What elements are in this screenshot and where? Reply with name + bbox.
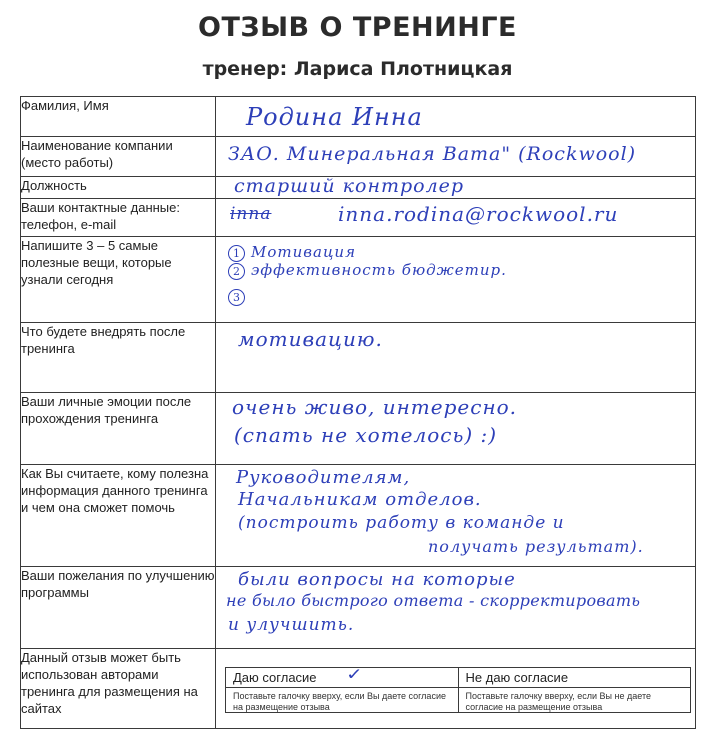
checkmark-icon: ✓ — [346, 664, 363, 684]
agree-note: Поставьте галочку вверху, если Вы даете согласие на размещение отзыва — [233, 691, 446, 712]
row-label: Что будете внедрять после тренинга — [21, 323, 216, 393]
name-answer[interactable] — [216, 97, 696, 137]
implement-answer[interactable] — [216, 323, 696, 393]
row-label: Данный отзыв может быть использован авторами тренинга для размещения на сайтах — [21, 649, 216, 729]
who-benefits-answer[interactable] — [216, 465, 696, 567]
emotions-answer[interactable] — [216, 393, 696, 465]
item-text: Мотивация — [251, 243, 357, 261]
disagree-label: Не даю согласие — [459, 670, 691, 688]
handwritten-company: ЗАО. Минеральная Вата" (Rockwool) — [228, 143, 637, 165]
row-label: Ваши пожелания по улучшению программы — [21, 567, 216, 649]
page-title: ОТЗЫВ О ТРЕНИНГЕ — [198, 12, 517, 43]
handwritten-item-2 — [228, 261, 507, 280]
contacts-answer[interactable] — [216, 199, 696, 237]
handwritten-suggestion-2: не было быстрого ответа - скорректировать — [226, 591, 641, 610]
handwritten-benefit-4: получать результат). — [428, 537, 644, 556]
handwritten-email: inna.rodina@rockwool.ru — [338, 202, 619, 226]
handwritten-emotions-1: очень живо, интересно. — [232, 395, 518, 419]
handwritten-benefit-2: Начальникам отделов. — [238, 489, 482, 510]
circled-number-1: 1 — [228, 245, 245, 262]
handwritten-name: Родина Инна — [246, 103, 423, 131]
handwritten-position: старший контролер — [234, 175, 465, 197]
circled-number-3: 3 — [228, 289, 245, 306]
form-row-contacts — [21, 199, 696, 237]
circled-number-2: 2 — [228, 263, 245, 280]
row-label: Ваши личные эмоции после прохождения тренинга — [21, 393, 216, 465]
handwritten-implement: мотивацию. — [238, 327, 383, 351]
form-row-implement — [21, 323, 696, 393]
item-text: эффективность бюджетир. — [251, 261, 507, 279]
struck-out-text: inna — [230, 204, 272, 224]
agree-label: Даю согласие — [226, 670, 458, 688]
handwritten-suggestion-1: были вопросы на которые — [238, 569, 516, 590]
agree-option[interactable] — [226, 664, 458, 712]
form-row-name — [21, 97, 696, 137]
consent-answer — [216, 649, 696, 729]
row-label: Напишите 3 – 5 самые полезные вещи, которые узнали сегодня — [21, 237, 216, 323]
handwritten-item-1 — [228, 243, 356, 262]
position-answer[interactable] — [216, 177, 696, 199]
form-row-useful-things — [21, 237, 696, 323]
consent-box — [225, 664, 691, 713]
handwritten-item-3 — [228, 287, 251, 306]
row-label: Как Вы считаете, кому полезна информация данного тренинга и чем она сможет помочь — [21, 465, 216, 567]
disagree-note: Поставьте галочку вверху, если Вы не даете согласие на размещение отзыва — [465, 691, 651, 712]
handwritten-emotions-2: (спать не хотелось) :) — [234, 423, 498, 447]
useful-things-answer[interactable] — [216, 237, 696, 323]
form-row-suggestions — [21, 567, 696, 649]
form-row-emotions — [21, 393, 696, 465]
form-row-company — [21, 137, 696, 177]
handwritten-suggestion-3: и улучшить. — [228, 615, 355, 635]
trainer-subtitle: тренер: Лариса Плотницкая — [202, 58, 513, 80]
feedback-form-table — [20, 96, 696, 729]
row-label: Наименование компании (место работы) — [21, 137, 216, 177]
suggestions-answer[interactable] — [216, 567, 696, 649]
handwritten-benefit-3: (построить работу в команде и — [238, 513, 565, 533]
company-answer[interactable] — [216, 137, 696, 177]
row-label: Фамилия, Имя — [21, 97, 216, 137]
form-row-who-benefits — [21, 465, 696, 567]
handwritten-benefit-1: Руководителям, — [236, 467, 411, 488]
row-label: Ваши контактные данные: телефон, e-mail — [21, 199, 216, 237]
form-row-position — [21, 177, 696, 199]
row-label: Должность — [21, 177, 216, 199]
disagree-option[interactable] — [458, 668, 691, 712]
form-row-consent — [21, 649, 696, 729]
